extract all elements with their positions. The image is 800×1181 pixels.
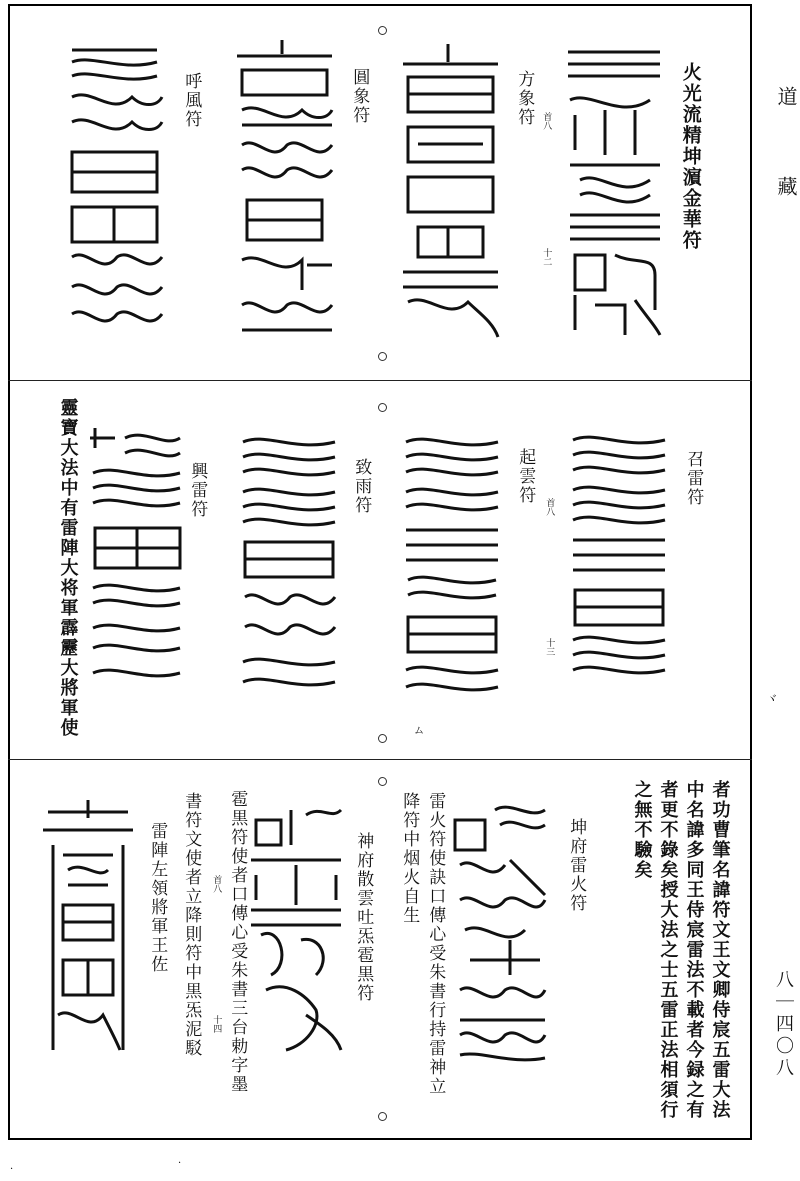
binding-hole [378, 734, 387, 743]
binding-hole [378, 352, 387, 361]
talisman-title: 火光流精坤濵金華符 [679, 62, 702, 251]
binding-hole [378, 777, 387, 786]
talisman-zhaolei [565, 430, 673, 690]
text-column: 靈寶大法中有雷陣大将軍霹靂大將軍使 [57, 398, 79, 738]
panel-divider-1 [8, 380, 752, 381]
text-column: 中名諱多同王侍宸雷法不載者今録之有 [683, 780, 705, 1120]
margin-mark: ヾ [766, 692, 779, 706]
talisman-huoguang [560, 40, 670, 340]
page-number: 八｜四〇八 [773, 970, 794, 1080]
stray-mark: · [10, 1164, 14, 1175]
talisman-shenfu-sanyun [246, 800, 346, 1055]
binding-hole [378, 26, 387, 35]
text-column: 書符文使者立降則符中黒炁泥駁 [181, 792, 202, 1058]
talisman-title: 方象符 [514, 70, 535, 127]
text-column: 雷火符使訣口傳心受朱書行持雷神立 [425, 792, 446, 1096]
panel-divider-2 [8, 759, 752, 760]
talisman-title: 呼風符 [181, 72, 202, 129]
talisman-title: 興雷符 [187, 462, 208, 519]
talisman-title: 致雨符 [351, 458, 372, 515]
binding-hole [378, 403, 387, 412]
text-column: 者更不錄矣授大法之士五雷正法相須行 [657, 780, 679, 1120]
talisman-zhiyu [235, 432, 340, 697]
talisman-kunfu-leihuo [450, 800, 550, 1070]
note: 首八 [544, 498, 555, 516]
note: 十二 [541, 248, 552, 266]
note: 十四 [211, 1015, 222, 1033]
binding-hole [378, 1112, 387, 1121]
talisman-title: 召雷符 [683, 450, 704, 507]
text-column: 之無不驗矣 [631, 780, 653, 880]
talisman-title: 神府散雲吐炁雹黒符 [353, 832, 374, 1003]
note: 首八 [541, 112, 552, 130]
talisman-title: 坤府雷火符 [566, 818, 587, 913]
text-column: 降符中烟火自生 [399, 792, 420, 925]
stray-mark: · [178, 1158, 182, 1169]
talisman-title: 起雲符 [515, 448, 536, 505]
text-column: 雷陣左領將軍王佐 [147, 822, 168, 974]
series-title-bottom: 藏 [774, 176, 798, 202]
note: ム [414, 726, 424, 737]
note: 首八 [211, 875, 222, 893]
note: 十三 [544, 638, 555, 656]
talisman-fangxiang [398, 42, 503, 342]
talisman-xinglei [85, 428, 185, 693]
text-column: 者功曹筆名諱符文王文卿侍宸五雷大法 [709, 780, 731, 1120]
series-title-top: 道 [774, 86, 798, 112]
text-column: 雹黒符使者口傳心受朱書三台勅字墨 [227, 790, 248, 1094]
talisman-leizhen-wangzuo [38, 800, 138, 1060]
talisman-yuanxiang [232, 40, 337, 340]
talisman-hufeng [62, 42, 167, 332]
talisman-title: 圓象符 [349, 68, 370, 125]
talisman-qiyun [398, 432, 503, 697]
